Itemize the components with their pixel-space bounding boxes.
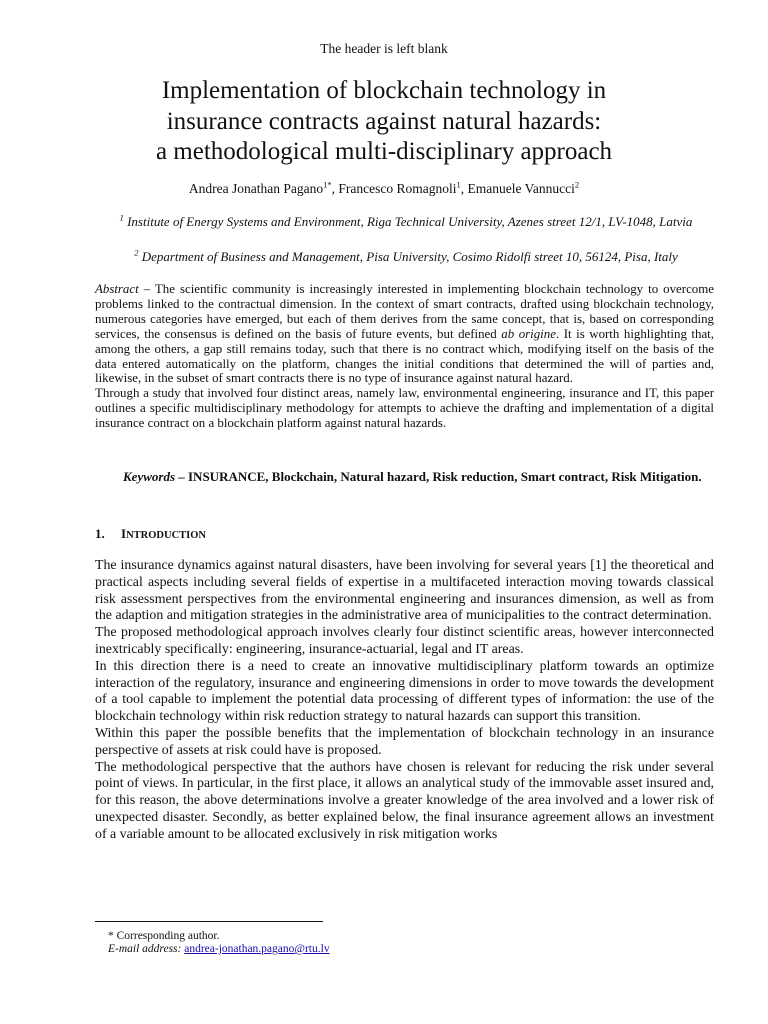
affiliation-2-number: 2 (134, 247, 139, 258)
abstract-paragraph-2: Through a study that involved four distinct areas, namely law, environmental engineering, insurance and IT, this paper outlines a specific multidisciplinary methodology for attempts to achieve the drafting and implementation of a digital insurance contract on a blockchain platform against natural hazards. (95, 386, 714, 431)
affiliation-1-number: 1 (119, 212, 124, 223)
paper-title (0, 76, 768, 168)
section-heading-introduction (95, 526, 206, 542)
author-separator-1: , (331, 181, 339, 196)
title-line-1: Implementation of blockchain technology in (161, 77, 607, 104)
affiliation-1 (96, 214, 716, 229)
author-affil-1: 1 (323, 179, 328, 190)
body-paragraph-3: In this direction there is a need to create an innovative multidisciplinary platform towards an optimize interaction of the regulatory, insurance and engineering dimensions in order to move towards the development of a tool capable to implement the potential data processing of different types of information: the use of the blockchain technology within risk reduction strategy to natural hazards can support this transition. (95, 658, 714, 725)
abstract-paragraph-1 (95, 282, 714, 386)
keywords-label: Keywords (123, 469, 175, 484)
email-link[interactable]: andrea-jonathan.pagano@rtu.lv (184, 943, 330, 955)
author-affil-2: 1 (456, 179, 461, 190)
introduction-body (95, 558, 714, 844)
affiliation-2 (96, 249, 716, 264)
footnote-email (108, 943, 330, 956)
footnote-corresponding: * Corresponding author. (108, 930, 220, 942)
author-separator-2: , (460, 181, 468, 196)
affiliation-2-text: Department of Business and Management, Pisa University, Cosimo Ridolfi street 10, 56124, Pisa, Italy (138, 249, 678, 264)
keywords-text: – INSURANCE, Blockchain, Natural hazard, Risk reduction, Smart contract, Risk Mitigation. (175, 469, 702, 484)
author-name-1: Andrea Jonathan Pagano (188, 181, 324, 196)
corresponding-mark: * (327, 179, 332, 190)
body-paragraph-1: The insurance dynamics against natural disasters, have been involving for several years [1] the theoretical and practical aspects including several fields of expertise in a multifaceted interaction moving towards classical risk assessment perspectives from the environmental engineering and insurances dimension, as well as from the adaption and mitigation strategies in the administrative area of municipalities to the contract determination. (95, 558, 714, 624)
body-paragraph-5: The methodological perspective that the authors have chosen is relevant for reducing the risk under several point of views. In particular, in the first place, it allows an analytical study of the immovable asset insured and, for this reason, the above determinations involve a greater knowledge of the area involved and a lower risk of unexpected disaster. Secondly, as better explained below, the final insurance agreement allows an investment of a variable amount to be allocated exclusively in risk mitigation works (95, 759, 714, 842)
abstract (95, 282, 714, 431)
section-title-rest: NTRODUCTION (126, 530, 206, 541)
body-paragraph-4: Within this paper the possible benefits that the implementation of blockchain technology in an insurance perspective of assets at risk could have is proposed. (95, 725, 714, 758)
abstract-italic-term: ab origine (501, 326, 556, 341)
author-name-2: Francesco Romagnoli (338, 181, 457, 196)
abstract-label: Abstract (95, 282, 139, 296)
title-line-2: insurance contracts against natural hazards: (166, 107, 602, 135)
footnote-divider (95, 921, 323, 922)
header-note: The header is left blank (320, 41, 448, 56)
author-name-3: Emanuele Vannucci (467, 181, 575, 196)
keywords (123, 469, 703, 485)
abstract-text-1b: . It is worth highlighting that, among the others, a gap still remains today, such that there is no contract which, modifying itself on the basis of the data entered automatically on the platform, changes the initial conditions that determined the will of parties and, likewise, in the subset of smart contracts there is no type of insurance against natural hazard. (95, 326, 714, 386)
author-affil-3: 2 (574, 179, 580, 190)
section-number: 1. (95, 526, 105, 541)
abstract-text-1a: – The scientific community is increasingly interested in implementing blockchain technology to overcome problems linked to the contractual dimension. In the context of smart contracts, drafted using blockchain technology, numerous categories have emerged, but each of them derives from the same concept, that is, based on corresponding services, the consensus is defined on the basis of future events, but defined (95, 282, 714, 341)
author-list (0, 181, 768, 197)
body-paragraph-2: The proposed methodological approach involves clearly four distinct scientific areas, however interconnected inextricably specifically: engineering, insurance-actuarial, legal and IT areas. (95, 625, 714, 657)
section-title-initial: I (121, 526, 127, 541)
affiliation-1-text: Institute of Energy Systems and Environment, Riga Technical University, Azenes street 12/1, LV-1048, Latvia (123, 214, 693, 229)
email-label: E-mail address: (108, 943, 182, 955)
title-line-3: a methodological multi-disciplinary approach (155, 138, 613, 165)
